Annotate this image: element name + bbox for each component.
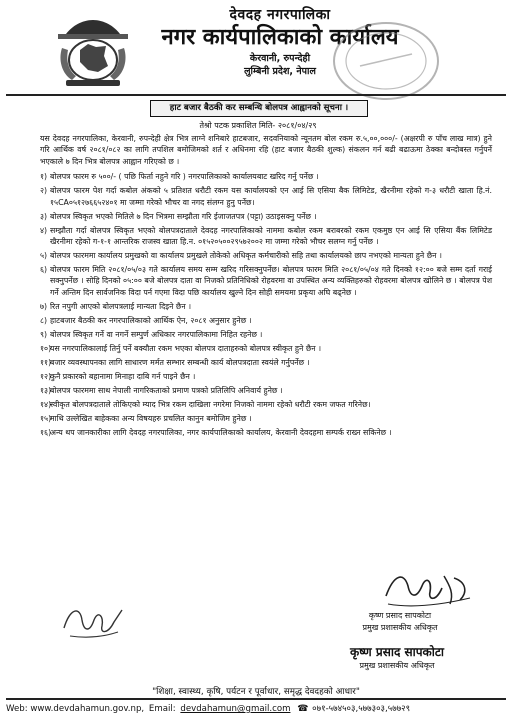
name-stamp [322,644,472,671]
web-label: Web: [6,704,28,714]
condition-number: १६) [40,427,52,437]
office-stamp-icon [330,18,442,104]
condition-item [40,329,492,340]
stamp-name: कृष्ण प्रसाद सापकोटा [349,645,445,659]
notice-title: हाट बजार बैठकी कर सम्बन्धि बोलपत्र आह्वानको सूचना । [150,100,368,117]
condition-text: सम्झौता गर्दा बोलपत्र स्विकृत भएको बोलपत्रदाताले देवदह नगरपालिकाको नाममा कबोल रकम बराबरको रकम एकमुष्ठ एन आई सि एसिया बैंक लिमिटेड खैरनीमा रहेको ग-१-१ आन्तरिक राजस्व खाता हि.न. ०१५२०५००२९५७२००२ मा जम्मा गरेको भौचर सलग्न गर्नु पर्नेछ । [50,225,492,247]
condition-number: ६) [40,265,48,275]
condition-number: १५) [40,413,52,423]
condition-text: बोलपत्र स्विकृत गर्ने वा नगर्ने सम्पुर्ण अधिकार नगरपालिकामा निहित रहनेछ । [50,329,263,339]
condition-text: यस नगरपालिकालाई तिर्नु पर्ने बक्यौता रकम भएका बोलपत्र दाताहरुको बोलपत्र स्वीकृत हुने छैन । [50,343,322,353]
address-line-2: लुम्बिनी प्रदेश, नेपाल [244,66,316,77]
condition-number: ५) [40,251,48,261]
condition-number: २) [40,186,48,196]
condition-item [40,171,492,182]
email-label: Email: [148,704,176,714]
condition-item [40,315,492,326]
condition-item [40,427,492,438]
condition-item [40,399,492,410]
condition-item [40,385,492,396]
condition-number: ७) [40,301,48,311]
condition-number: १२) [40,371,52,381]
signer-block [300,610,500,634]
notice-body [40,133,492,441]
condition-text: हाटबजार बैठकी कर नगरपालिकाको आर्थिक ऐन, २०८१ अनुसार हुनेछ । [50,315,252,325]
footer-contact [6,702,506,716]
condition-item [40,413,492,424]
address-line-1: केरवानी, रुपन्देही [249,53,311,64]
condition-item [40,301,492,312]
office-name: नगर कार्यपालिकाको कार्यालय [161,25,399,50]
condition-number: ९) [40,329,48,339]
condition-number: ११) [40,357,52,367]
header-divider [6,94,506,96]
right-signature-icon [380,566,476,610]
condition-text: बोलपत्र फारममा कार्यालय प्रमुखको वा कार्यालय प्रमुखले तोकेको अधिकृत कर्मचारीको सहि तथा कार्यालयको छाप नभएको मान्यता हुने छैन । [50,251,442,261]
intro-paragraph: यस देवदह नगरपालिका, केरवानी, रुपन्देही क्षेत्र भित्र लाग्ने शनिबारे हाटबजार, सदवनियाको न्यूनतम बोल रकम रु.५,००,०००/- (अक्षरपी रु पाँच लाख मात्र) हुने गरि आर्थिक वर्ष २०८१/०८२ का लागि तपशिल बमोजिमको शर्त र अधिनमा रहि (हाट बजार बैठकी शुल्क) संकलन गर्न बढी बढाऊमा ठेक्का बन्दोबस्त गर्नुपर्ने भएकाले ७ दिन भित्र बोलपत्र आह्वान गरिएको छ । [40,134,492,166]
nepal-emblem-icon [52,16,134,90]
signer-name: कृष्ण प्रसाद सापकोटा [368,611,432,620]
published-date: तेश्रो पटक प्रकाशित मिति- २०८१/०४/२९ [199,121,317,130]
condition-text: बोलपत्र फारम मिति २०८१/०५/०३ गते कार्यालय समय सम्म खरिद गरिसक्नुपर्नेछ। बोलपत्र फारम मिति २०८१/०५/०४ गते दिनको १२:०० बजे सम्म दर्ता गराई सक्नुपर्नेछ । सोहि दिनको ०५:०० बजे बोलपत्र दाता वा निजको प्रतिनिधिको रोहवरमा वा उपस्थित अन्य व्यक्तिहरुको रोहवरमा बोलपत्र खोलिने छ । बोलपत्र पेश गर्ने अन्तिम दिन सार्वजनिक विदा पर्न गएमा विदा पछि कार्यालय खुल्ने दिन सोही समयमा प्रकृया अघि बढ्नेछ । [50,265,492,297]
condition-text: अन्य थप जानकारीका लागि देवदह नगरपालिका, नगर कार्यपालिकाको कार्यालय, केरवानी देवदहमा सम्पर्क राख्न सकिनेछ । [50,427,392,437]
condition-text: बोलपत्र फारममा साथ नेपाली नागरिकताको प्रमाण पत्रको प्रतिलिपि अनिवार्य हुनेछ । [50,385,283,395]
condition-number: १३) [40,385,52,395]
footer-divider [6,698,506,700]
condition-number: ४) [40,225,48,235]
municipality-name: देवदह नगरपालिका [229,7,331,23]
website-link[interactable]: www.devdahamun.gov.np, [30,704,145,714]
condition-item [40,343,492,354]
email-link[interactable]: devdahamun@gmail.com [180,704,291,714]
condition-text: बोलपत्र स्विकृत भएको मितिले ७ दिन भित्रमा सम्झौता गरि ईजाजतपत्र (पट्टा) उठाइसक्नु पर्नेछ । [50,211,317,221]
condition-item [40,264,492,298]
condition-number: ८) [40,315,48,325]
condition-item [40,371,492,382]
condition-item [40,250,492,261]
condition-number: १४) [40,399,52,409]
condition-text: बजार व्यवस्थापनका लागि साधारण मर्मत सम्भार सम्बन्धी कार्य बोलपत्रदाता स्वयंले गर्नुपर्नेछ । [50,357,310,367]
condition-number: १०) [40,343,52,353]
condition-number: १) [40,172,48,182]
condition-text: कुनै प्रकारको बहानामा मिनाहा दाबि गर्न पाइने छैन । [50,371,196,381]
condition-item [40,185,492,208]
condition-text: रित नपुगी आएको बोलपत्रलाई मान्यता दिइने छैन । [50,301,192,311]
condition-text: माथि उल्लेखित बाहेकका अन्य विषयहरु प्रचलित कानुन बमोजिम हुनेछ । [50,413,252,423]
condition-item [40,211,492,222]
footer-slogan: "शिक्षा, स्वास्थ्य, कृषि, पर्यटन र पूर्वाधार, समृद्ध देवदहको आधार" [152,687,360,697]
condition-item [40,225,492,248]
condition-text: बोलपत्र फारम रु ५००/- ( पछि फिर्ता नहुने गरि ) नगरपालिकाको कार्यालयबाट खरिद गर्नु पर्नेछ । [50,172,319,182]
condition-item [40,357,492,368]
signer-title: प्रमुख प्रशासकीय अधिकृत [362,623,438,632]
conditions-list [40,171,492,438]
condition-number: ३) [40,211,48,221]
stamp-title: प्रमुख प्रशासकीय अधिकृत [359,661,435,670]
left-signature-icon [60,598,130,642]
condition-text: बोलपत्र फारम पेश गर्दा कबोल अंकको ५ प्रतिशत धरौटी रकम यस कार्यालयको एन आई सि एसिया बैक लिमिटेड, खैरनीमा रहेको ग-३ धरौटी खाता हि.नं. १५CA०५१२७६६५२४०१ मा जम्मा गरेको भौचर वा नगद संलग्न हुनु पर्नेछ। [50,186,492,207]
condition-text: स्वीकृत बोलपत्रदाताले तोकिएको म्याद भित्र रकम दाखिला नगरेमा निजको नाममा रहेको धरौटी रकम जफत गरिनेछ। [50,399,371,409]
phone-numbers: ०७१-५७४५०३,५७७३०३,५७७२९ [312,704,411,714]
phone-icon: ☎ [297,704,309,714]
